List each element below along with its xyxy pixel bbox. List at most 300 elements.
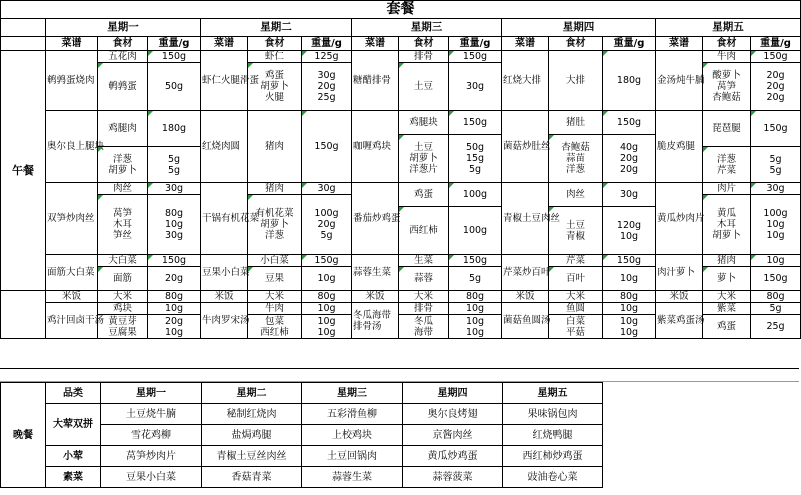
ingredient-cell — [248, 255, 302, 267]
weight-cell — [751, 147, 801, 183]
weight-cell — [449, 111, 502, 135]
dinner-dish: 秘制红烧肉 — [202, 404, 302, 425]
cell-line: 120g — [616, 219, 642, 231]
col-ingredient-header: 食材 — [703, 37, 751, 51]
cell-line: 10g — [619, 326, 639, 338]
cell-line: 鱼圆 — [565, 303, 585, 314]
section-divider — [0, 368, 799, 382]
cell-line: 木耳 — [112, 219, 132, 230]
cell-line: 10g — [766, 230, 785, 241]
cell-line: 土豆 — [413, 81, 433, 92]
ingredient-cell — [248, 111, 302, 183]
weight-cell — [302, 63, 352, 111]
table-row — [1, 446, 603, 467]
cell-line: 50g — [164, 81, 184, 92]
weight-cell — [603, 267, 656, 291]
col-ingredient-header: 食材 — [248, 37, 302, 51]
weight-cell — [751, 63, 801, 111]
weight-cell — [148, 195, 201, 255]
cell-line: 150g — [763, 51, 788, 62]
weight-cell — [148, 183, 201, 195]
ingredient-cell — [399, 303, 449, 315]
dish-name: 豆果小白菜 — [201, 255, 248, 291]
cell-line: 10g — [164, 303, 184, 314]
ingredient-cell — [399, 51, 449, 63]
cell-line: 20g — [164, 273, 184, 284]
cell-line: 100g — [462, 225, 488, 236]
cell-line: 5g — [468, 273, 482, 284]
weight-cell — [603, 51, 656, 111]
dinner-dish: 豆果小白菜 — [101, 467, 202, 488]
dinner-dish: 雪花鸡柳 — [101, 425, 202, 446]
cell-line: 10g — [465, 303, 485, 314]
cell-line: 排骨 — [413, 303, 433, 314]
ingredient-cell — [399, 63, 449, 111]
ingredient-cell — [248, 183, 302, 195]
cell-line: 5g — [167, 153, 181, 165]
weight-cell — [449, 303, 502, 315]
ingredient-cell — [399, 267, 449, 291]
dinner-dish: 果味锅包肉 — [503, 404, 603, 425]
col-dish-header: 菜谱 — [201, 37, 248, 51]
cell-line: 生菜 — [413, 255, 433, 266]
cell-line: 5g — [769, 303, 782, 314]
dinner-dish: 香菇青菜 — [202, 467, 302, 488]
soup-name: 紫菜鸡蛋汤 — [656, 303, 703, 339]
weight-cell — [751, 267, 801, 291]
table-row — [1, 291, 801, 303]
weight-cell — [302, 111, 352, 183]
ingredient-cell — [549, 267, 603, 291]
ingredient-cell — [248, 63, 302, 111]
ingredient-cell — [98, 267, 148, 291]
cell-line: 牛肉 — [264, 303, 284, 314]
weight-cell — [751, 111, 801, 147]
category-cell: 素菜 — [46, 467, 101, 488]
cell-line: 40g — [619, 142, 639, 153]
cell-line: 胡萝卜 — [712, 230, 741, 241]
cell-line: 洋葱 — [264, 230, 284, 241]
weight-cell — [449, 315, 502, 339]
staple-dish: 米饭 — [46, 291, 98, 303]
cell-line: 有机花菜 — [255, 208, 294, 219]
cell-line: 20g — [766, 81, 785, 92]
dish-name: 糖醋排骨 — [352, 51, 399, 111]
cell-line: 猪肉 — [264, 183, 284, 194]
ingredient-cell — [98, 255, 148, 267]
cell-line: 胡萝卜 — [260, 81, 289, 92]
ingredient-cell — [399, 183, 449, 207]
cell-line: 琵琶腿 — [712, 123, 741, 134]
weight-cell — [449, 267, 502, 291]
dinner-dish: 奥尔良烤翅 — [403, 404, 503, 425]
dinner-dish: 五彩滑鱼柳 — [302, 404, 403, 425]
soup-label-blank — [1, 291, 46, 339]
weight-cell — [302, 315, 352, 339]
ingredient-cell — [399, 255, 449, 267]
cell-line: 大白菜 — [108, 255, 137, 266]
ingredient-cell — [703, 111, 751, 147]
cell-line: 猪肚 — [565, 117, 585, 128]
cell-line: 10g — [619, 315, 639, 327]
staple-dish: 米饭 — [502, 291, 549, 303]
col-ingredient-header: 食材 — [549, 37, 603, 51]
weight-cell — [751, 195, 801, 255]
cell-line: 150g — [763, 123, 788, 134]
cell-line: 萝卜 — [716, 273, 736, 284]
table-row — [1, 51, 801, 63]
cell-line: 排骨 — [413, 51, 433, 62]
table-row — [1, 467, 603, 488]
weight-cell — [148, 63, 201, 111]
weight-cell — [148, 315, 201, 339]
cell-line: 百叶 — [565, 273, 585, 284]
cell-line: 洋葱 — [716, 153, 736, 165]
cell-line: 180g — [616, 75, 642, 86]
dish-name: 咖喱鸡块 — [352, 111, 399, 183]
staple-ingredient: 大米 — [549, 291, 603, 303]
cell-line: 海带 — [413, 326, 433, 338]
cell-line: 20g — [317, 81, 336, 92]
dish-name: 青椒土豆肉丝 — [502, 183, 549, 255]
staple-weight: 80g — [751, 291, 801, 303]
table-row — [1, 183, 801, 195]
dinner-dish: 京酱肉丝 — [403, 425, 503, 446]
cell-line: 180g — [161, 123, 187, 134]
ingredient-cell — [98, 303, 148, 315]
dinner-day-header: 星期二 — [202, 383, 302, 404]
soup-name: 菌菇鱼圆汤 — [502, 303, 549, 339]
staple-dish: 米饭 — [201, 291, 248, 303]
cell-line: 平菇 — [565, 326, 585, 338]
ingredient-cell — [703, 315, 751, 339]
weight-cell — [302, 303, 352, 315]
dinner-dish: 蒜蓉菠菜 — [403, 467, 503, 488]
ingredient-cell — [248, 315, 302, 339]
table-row — [1, 303, 801, 315]
dinner-dish: 上校鸡块 — [302, 425, 403, 446]
staple-ingredient: 大米 — [98, 291, 148, 303]
dish-name: 脆皮鸡腿 — [656, 111, 703, 183]
weight-cell — [302, 183, 352, 195]
cell-line: 猪肉 — [264, 141, 284, 152]
cell-line: 排骨汤 — [353, 320, 382, 332]
col-weight-header: 重量/g — [603, 37, 656, 51]
col-dish-header: 菜谱 — [502, 37, 549, 51]
cell-line: 紫菜 — [716, 303, 736, 314]
dish-name: 干锅有机花菜 — [201, 183, 248, 255]
table-row — [1, 404, 603, 425]
cell-line: 10g — [317, 326, 336, 338]
category-cell: 大荤双拼 — [46, 404, 101, 446]
cell-line: 15g — [465, 153, 485, 164]
dinner-dish: 青椒土豆丝肉丝 — [202, 446, 302, 467]
cell-line: 150g — [462, 117, 488, 128]
weight-cell — [302, 255, 352, 267]
cell-line: 胡萝卜 — [409, 153, 438, 164]
ingredient-cell — [703, 183, 751, 195]
category-header: 品类 — [46, 383, 101, 404]
cell-line: 5g — [167, 164, 181, 176]
cell-line: 冬瓜 — [413, 315, 433, 327]
cell-line: 150g — [161, 51, 187, 62]
cell-line: 150g — [314, 255, 339, 266]
weight-cell — [751, 183, 801, 195]
ingredient-cell — [399, 111, 449, 135]
cell-line: 土豆 — [413, 142, 433, 153]
cell-line: 白菜 — [565, 315, 585, 327]
weight-cell — [148, 51, 201, 63]
col-dish-header: 菜谱 — [656, 37, 703, 51]
weight-cell — [148, 111, 201, 147]
day-header: 星期三 — [352, 19, 502, 37]
day-header: 星期四 — [502, 19, 656, 37]
cell-line: 酸萝卜 — [712, 70, 741, 81]
cell-line: 胡萝卜 — [108, 164, 137, 176]
cell-line: 50g — [465, 142, 485, 153]
cell-line: 10g — [164, 326, 184, 338]
cell-line: 洋葱 — [565, 164, 585, 175]
ingredient-cell — [98, 51, 148, 63]
weight-cell — [148, 303, 201, 315]
ingredient-cell — [549, 111, 603, 135]
weight-cell — [449, 207, 502, 255]
cell-line: 10g — [164, 219, 184, 230]
weight-cell — [751, 303, 801, 315]
col-ingredient-header: 食材 — [98, 37, 148, 51]
dish-name: 红烧大排 — [502, 51, 549, 111]
cell-line: 杏鲍菇 — [712, 92, 741, 103]
cell-line: 鸡蛋 — [264, 70, 284, 81]
staple-weight: 80g — [148, 291, 201, 303]
staple-ingredient: 大米 — [703, 291, 751, 303]
cell-line: 30g — [164, 183, 184, 194]
weight-cell — [449, 135, 502, 183]
staple-ingredient: 大米 — [399, 291, 449, 303]
ingredient-cell — [98, 111, 148, 147]
weight-cell — [603, 207, 656, 255]
cell-line: 30g — [164, 230, 184, 241]
weight-cell — [302, 195, 352, 255]
cell-line: 鸡腿肉 — [108, 123, 137, 134]
cell-line: 10g — [465, 326, 485, 338]
corner-cell — [1, 37, 46, 51]
weight-cell — [603, 315, 656, 339]
dish-name: 红烧肉圆 — [201, 111, 248, 183]
dish-name: 黄瓜炒肉片 — [656, 183, 703, 255]
col-dish-header: 菜谱 — [46, 37, 98, 51]
cell-line: 笋丝 — [112, 230, 132, 241]
cell-line: 豆腐果 — [108, 326, 137, 338]
weight-cell — [302, 51, 352, 63]
cell-line: 5g — [468, 164, 482, 175]
dish-name: 双笋炒肉丝 — [46, 183, 98, 255]
ingredient-cell — [399, 135, 449, 183]
cell-line: 10g — [317, 315, 336, 327]
day-header: 星期二 — [201, 19, 352, 37]
ingredient-cell — [98, 183, 148, 195]
cell-line: 25g — [317, 92, 336, 103]
cell-line: 20g — [619, 153, 639, 164]
ingredient-cell — [549, 303, 603, 315]
page-title: 套餐 — [1, 1, 801, 19]
weight-cell — [449, 63, 502, 111]
ingredient-cell — [549, 255, 603, 267]
dinner-dish: 莴笋炒肉片 — [101, 446, 202, 467]
cell-line: 西红柿 — [409, 225, 438, 236]
ingredient-cell — [98, 315, 148, 339]
cell-line: 20g — [766, 70, 785, 81]
dish-name: 肉汁萝卜 — [656, 255, 703, 291]
cell-line: 20g — [164, 315, 184, 327]
dish-name: 芹菜炒百叶 — [502, 255, 549, 291]
table-row — [1, 383, 603, 404]
weight-cell — [603, 183, 656, 207]
cell-line: 黄瓜 — [716, 208, 736, 219]
cell-line: 蒜苗 — [565, 153, 585, 164]
cell-line: 30g — [619, 189, 639, 200]
weight-cell — [148, 267, 201, 291]
dish-name: 鹌鹑蛋烧肉 — [46, 51, 98, 111]
cell-line: 5g — [320, 230, 333, 241]
dinner-label: 晚餐 — [1, 383, 46, 488]
cell-line: 10g — [766, 255, 785, 266]
ingredient-cell — [549, 51, 603, 111]
cell-line: 豆果 — [264, 273, 284, 284]
col-weight-header: 重量/g — [302, 37, 352, 51]
weight-cell — [751, 315, 801, 339]
cell-line: 芹菜 — [716, 164, 736, 176]
cell-line: 20g — [766, 92, 785, 103]
dish-name: 番茄炒鸡蛋 — [352, 183, 399, 255]
dinner-dish: 红烧鸭腿 — [503, 425, 603, 446]
cell-line: 洋葱 — [112, 153, 132, 165]
weight-cell — [603, 135, 656, 183]
cell-line: 30g — [317, 183, 336, 194]
cell-line: 30g — [465, 81, 485, 92]
cell-line: 鸡蛋 — [716, 321, 736, 332]
cell-line: 100g — [763, 208, 788, 219]
dinner-dish: 土豆烧牛腩 — [101, 404, 202, 425]
cell-line: 鸡腿块 — [409, 117, 438, 128]
cell-line: 冬瓜海带 — [353, 309, 392, 321]
ingredient-cell — [703, 267, 751, 291]
weight-cell — [603, 255, 656, 267]
ingredient-cell — [248, 195, 302, 255]
cell-line: 木耳 — [716, 219, 736, 230]
cell-line: 肉片 — [716, 183, 736, 194]
category-cell: 小荤 — [46, 446, 101, 467]
cell-line: 20g — [619, 164, 639, 175]
cell-line: 火腿 — [264, 92, 284, 103]
dinner-day-header: 星期一 — [101, 383, 202, 404]
cell-line: 鸡块 — [112, 303, 132, 314]
ingredient-cell — [549, 207, 603, 255]
cell-line: 10g — [619, 230, 639, 242]
cell-line: 牛肉 — [716, 51, 736, 62]
ingredient-cell — [703, 303, 751, 315]
lunch-label: 午餐 — [1, 51, 46, 291]
cell-line: 150g — [616, 117, 642, 128]
table-row — [1, 111, 801, 123]
cell-line: 10g — [465, 315, 485, 327]
dinner-day-header: 星期五 — [503, 383, 603, 404]
cell-line: 10g — [766, 219, 785, 230]
cell-line: 10g — [619, 273, 639, 284]
day-header: 星期一 — [46, 19, 201, 37]
cell-line: 80g — [164, 208, 184, 219]
cell-line: 150g — [763, 273, 788, 284]
cell-line: 150g — [616, 255, 642, 266]
dish-name: 金汤炖牛腩 — [656, 51, 703, 111]
dinner-dish: 豉油卷心菜 — [503, 467, 603, 488]
ingredient-cell — [98, 195, 148, 255]
cell-line: 青椒 — [565, 230, 585, 242]
cell-line: 30g — [317, 70, 336, 81]
cell-line: 黄豆芽 — [108, 315, 137, 327]
col-ingredient-header: 食材 — [399, 37, 449, 51]
col-dish-header: 菜谱 — [352, 37, 399, 51]
cell-line: 150g — [161, 255, 187, 266]
cell-line: 150g — [462, 255, 488, 266]
cell-line: 面筋 — [112, 273, 132, 284]
soup-name: 牛肉罗宋汤 — [201, 303, 248, 339]
ingredient-cell — [98, 63, 148, 111]
ingredient-cell — [248, 51, 302, 63]
cell-line: 蒜蓉 — [413, 273, 433, 284]
soup-name: 鸡汁回卤干汤 — [46, 303, 98, 339]
dinner-dish: 黄瓜炒鸡蛋 — [403, 446, 503, 467]
cell-line: 20g — [317, 219, 336, 230]
cell-line: 125g — [314, 51, 339, 62]
ingredient-cell — [549, 315, 603, 339]
cell-line: 猪肉 — [716, 255, 736, 266]
cell-line: 莴笋 — [112, 208, 132, 219]
ingredient-cell — [98, 147, 148, 183]
dish-name: 蒜蓉生菜 — [352, 255, 399, 291]
ingredient-cell — [399, 207, 449, 255]
ingredient-cell — [248, 303, 302, 315]
weight-cell — [603, 111, 656, 135]
cell-line: 虾仁 — [264, 51, 284, 62]
dinner-dish: 西红柿炒鸡蛋 — [503, 446, 603, 467]
weight-cell — [751, 51, 801, 63]
weight-cell — [449, 255, 502, 267]
cell-line: 100g — [462, 189, 488, 200]
ingredient-cell — [703, 255, 751, 267]
cell-line: 肉丝 — [112, 183, 132, 194]
staple-weight: 80g — [603, 291, 656, 303]
staple-dish: 米饭 — [656, 291, 703, 303]
cell-line: 洋葱片 — [409, 164, 438, 175]
cell-line: 杏鲍菇 — [561, 142, 590, 153]
staple-ingredient: 大米 — [248, 291, 302, 303]
corner-cell — [1, 19, 46, 37]
ingredient-cell — [703, 51, 751, 63]
dish-name: 奥尔良上腿块 — [46, 111, 98, 183]
weight-cell — [603, 303, 656, 315]
cell-line: 鹌鹑蛋 — [108, 81, 137, 92]
staple-weight: 80g — [302, 291, 352, 303]
cell-line: 芹菜 — [565, 255, 585, 266]
dinner-dish: 盐焗鸡腿 — [202, 425, 302, 446]
col-weight-header: 重量/g — [751, 37, 801, 51]
staple-weight: 80g — [449, 291, 502, 303]
table-row — [1, 255, 801, 267]
dish-name: 虾仁火腿滑蛋 — [201, 51, 248, 111]
weight-cell — [148, 147, 201, 183]
cell-line: 5g — [769, 153, 782, 165]
